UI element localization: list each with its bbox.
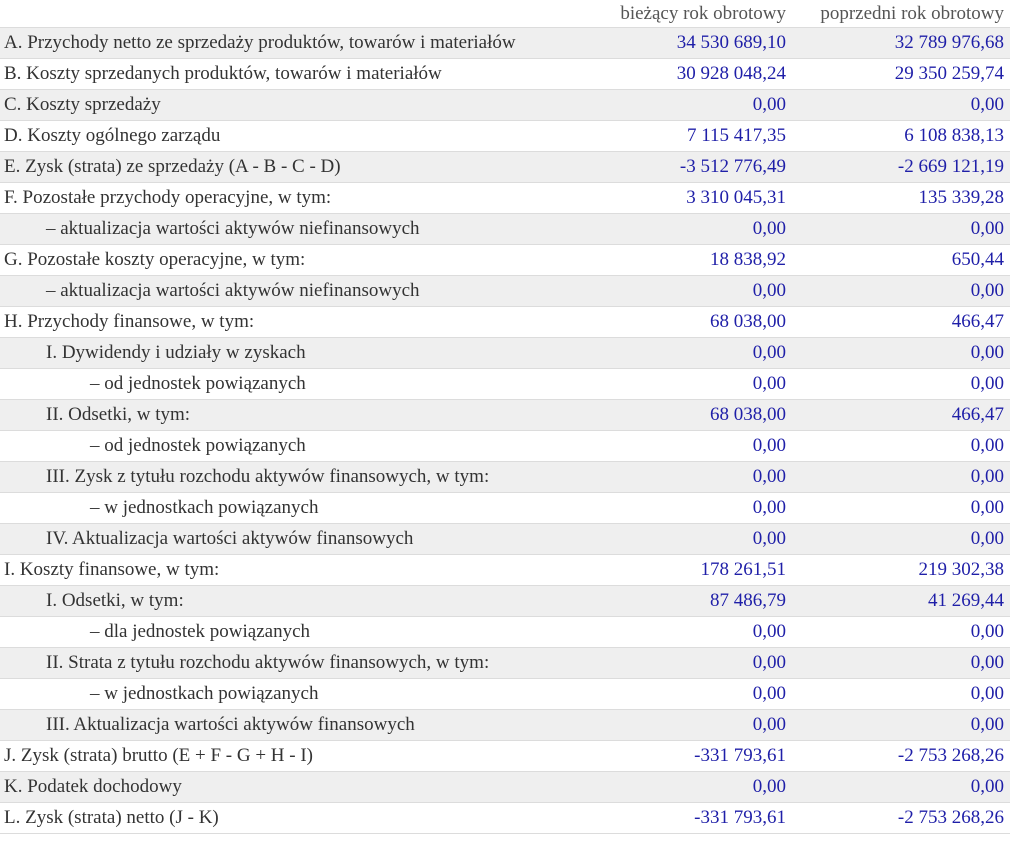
previous-year-value: 0,00	[792, 369, 1010, 400]
row-label: K. Podatek dochodowy	[0, 772, 592, 803]
previous-year-value: 32 789 976,68	[792, 28, 1010, 59]
current-year-value: 0,00	[592, 493, 792, 524]
row-label: III. Zysk z tytułu rozchodu aktywów finansowych, w tym:	[0, 462, 592, 493]
table-row	[0, 400, 1010, 431]
current-year-value: 3 310 045,31	[592, 183, 792, 214]
previous-year-value: 0,00	[792, 431, 1010, 462]
previous-year-value: 0,00	[792, 524, 1010, 555]
previous-year-value: 0,00	[792, 772, 1010, 803]
row-label: II. Strata z tytułu rozchodu aktywów finansowych, w tym:	[0, 648, 592, 679]
table-row	[0, 679, 1010, 710]
previous-year-value: 0,00	[792, 710, 1010, 741]
table-row	[0, 214, 1010, 245]
row-label: D. Koszty ogólnego zarządu	[0, 121, 592, 152]
table-row	[0, 59, 1010, 90]
header-row	[0, 0, 1010, 28]
table-row	[0, 493, 1010, 524]
row-label: – aktualizacja wartości aktywów niefinansowych	[0, 214, 592, 245]
current-year-value: 0,00	[592, 214, 792, 245]
table-body	[0, 28, 1010, 834]
current-year-value: 0,00	[592, 338, 792, 369]
current-year-value: 0,00	[592, 369, 792, 400]
previous-year-value: 466,47	[792, 400, 1010, 431]
row-label: I. Odsetki, w tym:	[0, 586, 592, 617]
row-label: A. Przychody netto ze sprzedaży produktów, towarów i materiałów	[0, 28, 592, 59]
current-year-value: 0,00	[592, 772, 792, 803]
current-year-value: 30 928 048,24	[592, 59, 792, 90]
current-year-value: 178 261,51	[592, 555, 792, 586]
previous-year-value: -2 753 268,26	[792, 803, 1010, 834]
row-label: III. Aktualizacja wartości aktywów finansowych	[0, 710, 592, 741]
table-row	[0, 245, 1010, 276]
table-row	[0, 183, 1010, 214]
current-year-value: 34 530 689,10	[592, 28, 792, 59]
table-row	[0, 338, 1010, 369]
table-row	[0, 586, 1010, 617]
current-year-value: 68 038,00	[592, 400, 792, 431]
previous-year-value: -2 669 121,19	[792, 152, 1010, 183]
table-row	[0, 741, 1010, 772]
table-row	[0, 648, 1010, 679]
previous-year-value: 0,00	[792, 493, 1010, 524]
row-label: B. Koszty sprzedanych produktów, towarów i materiałów	[0, 59, 592, 90]
row-label: L. Zysk (strata) netto (J - K)	[0, 803, 592, 834]
row-label: G. Pozostałe koszty operacyjne, w tym:	[0, 245, 592, 276]
header-label-cell	[0, 0, 592, 28]
row-label: – od jednostek powiązanych	[0, 431, 592, 462]
current-year-value: -3 512 776,49	[592, 152, 792, 183]
table-row	[0, 369, 1010, 400]
row-label: IV. Aktualizacja wartości aktywów finansowych	[0, 524, 592, 555]
previous-year-value: 650,44	[792, 245, 1010, 276]
previous-year-value: 0,00	[792, 90, 1010, 121]
current-year-value: 0,00	[592, 524, 792, 555]
previous-year-value: 135 339,28	[792, 183, 1010, 214]
row-label: – aktualizacja wartości aktywów niefinansowych	[0, 276, 592, 307]
table-row	[0, 90, 1010, 121]
previous-year-value: 219 302,38	[792, 555, 1010, 586]
table-row	[0, 462, 1010, 493]
table-row	[0, 803, 1010, 834]
table-row	[0, 121, 1010, 152]
table-row	[0, 28, 1010, 59]
table-row	[0, 431, 1010, 462]
current-year-value: -331 793,61	[592, 803, 792, 834]
table-row	[0, 710, 1010, 741]
previous-year-value: 0,00	[792, 679, 1010, 710]
previous-year-value: 0,00	[792, 462, 1010, 493]
current-year-value: 0,00	[592, 617, 792, 648]
row-label: E. Zysk (strata) ze sprzedaży (A - B - C - D)	[0, 152, 592, 183]
current-year-value: 0,00	[592, 431, 792, 462]
current-year-value: 18 838,92	[592, 245, 792, 276]
current-year-value: 68 038,00	[592, 307, 792, 338]
current-year-value: 0,00	[592, 462, 792, 493]
current-year-value: 7 115 417,35	[592, 121, 792, 152]
table-header	[0, 0, 1010, 28]
row-label: – dla jednostek powiązanych	[0, 617, 592, 648]
table-row	[0, 152, 1010, 183]
previous-year-value: 0,00	[792, 338, 1010, 369]
header-current-year: bieżący rok obrotowy	[620, 2, 786, 24]
header-previous-year: poprzedni rok obrotowy	[820, 2, 1004, 24]
current-year-value: 0,00	[592, 679, 792, 710]
row-label: C. Koszty sprzedaży	[0, 90, 592, 121]
table-row	[0, 307, 1010, 338]
table-row	[0, 524, 1010, 555]
row-label: I. Koszty finansowe, w tym:	[0, 555, 592, 586]
current-year-value: 0,00	[592, 710, 792, 741]
previous-year-value: 0,00	[792, 648, 1010, 679]
row-label: – w jednostkach powiązanych	[0, 493, 592, 524]
row-label: II. Odsetki, w tym:	[0, 400, 592, 431]
previous-year-value: 0,00	[792, 617, 1010, 648]
previous-year-value: 0,00	[792, 276, 1010, 307]
row-label: F. Pozostałe przychody operacyjne, w tym:	[0, 183, 592, 214]
row-label: I. Dywidendy i udziały w zyskach	[0, 338, 592, 369]
previous-year-value: -2 753 268,26	[792, 741, 1010, 772]
row-label: J. Zysk (strata) brutto (E + F - G + H - I)	[0, 741, 592, 772]
row-label: – w jednostkach powiązanych	[0, 679, 592, 710]
previous-year-value: 0,00	[792, 214, 1010, 245]
table-row	[0, 276, 1010, 307]
previous-year-value: 29 350 259,74	[792, 59, 1010, 90]
previous-year-value: 41 269,44	[792, 586, 1010, 617]
current-year-value: 0,00	[592, 648, 792, 679]
previous-year-value: 466,47	[792, 307, 1010, 338]
previous-year-value: 6 108 838,13	[792, 121, 1010, 152]
current-year-value: -331 793,61	[592, 741, 792, 772]
table-row	[0, 772, 1010, 803]
current-year-value: 0,00	[592, 276, 792, 307]
table-row	[0, 555, 1010, 586]
row-label: H. Przychody finansowe, w tym:	[0, 307, 592, 338]
current-year-value: 87 486,79	[592, 586, 792, 617]
current-year-value: 0,00	[592, 90, 792, 121]
row-label: – od jednostek powiązanych	[0, 369, 592, 400]
table-row	[0, 617, 1010, 648]
